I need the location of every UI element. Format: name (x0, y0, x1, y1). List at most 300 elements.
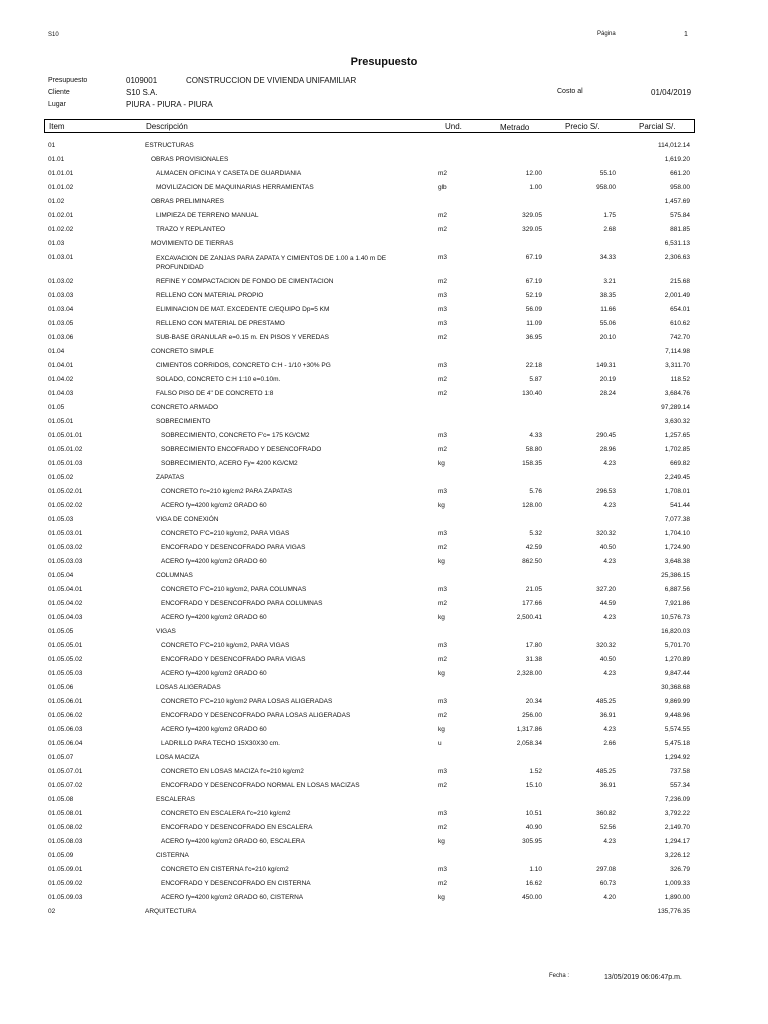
row-precio: 55.06 (599, 320, 616, 327)
row-unit: m3 (438, 254, 448, 261)
row-parcial: 10,576.73 (661, 614, 690, 621)
row-item-code: 01.04.03 (48, 390, 74, 397)
row-parcial: 2,001.49 (664, 292, 690, 299)
row-metrado: 36.95 (525, 334, 542, 341)
row-unit: m3 (438, 292, 448, 299)
table-row (0, 153, 768, 167)
row-precio: 28.96 (599, 446, 616, 453)
row-unit: m2 (438, 390, 448, 397)
row-unit: m2 (438, 782, 448, 789)
row-parcial: 6,887.56 (664, 586, 690, 593)
row-description: CONCRETO EN LOSAS MACIZA f'c=210 kg/cm2 (161, 768, 304, 775)
row-item-code: 01.05.03.01 (48, 530, 83, 537)
row-description: LOSAS ALIGERADAS (156, 684, 221, 691)
row-precio: 320.32 (596, 530, 616, 537)
table-row (0, 569, 768, 583)
row-unit: kg (438, 460, 445, 467)
row-metrado: 5.32 (529, 530, 542, 537)
row-precio: 36.91 (599, 712, 616, 719)
table-row (0, 429, 768, 443)
row-item-code: 01.05.08.02 (48, 824, 83, 831)
row-description: ENCOFRADO Y DESENCOFRADO PARA VIGAS (161, 544, 306, 551)
row-parcial: 1,457.69 (664, 198, 690, 205)
row-unit: u (438, 740, 442, 747)
row-item-code: 01.05.09.02 (48, 880, 83, 887)
table-row (0, 373, 768, 387)
row-item-code: 01.05.06.04 (48, 740, 83, 747)
row-parcial: 575.84 (670, 212, 690, 219)
col-parcial: Parcial S/. (639, 122, 676, 131)
row-precio: 40.50 (599, 656, 616, 663)
row-parcial: 958.00 (670, 184, 690, 191)
row-unit: kg (438, 894, 445, 901)
row-precio: 60.73 (599, 880, 616, 887)
row-precio: 360.82 (596, 810, 616, 817)
row-precio: 958.00 (596, 184, 616, 191)
row-metrado: 1,317.86 (516, 726, 542, 733)
row-unit: m3 (438, 642, 448, 649)
table-row (0, 905, 768, 919)
row-unit: m2 (438, 446, 448, 453)
row-precio: 55.10 (599, 170, 616, 177)
row-unit: m2 (438, 170, 448, 177)
row-parcial: 7,236.09 (664, 796, 690, 803)
row-metrado: 4.33 (529, 432, 542, 439)
row-description: ENCOFRADO Y DESENCOFRADO PARA LOSAS ALIGERADAS (161, 712, 351, 719)
row-parcial: 9,869.99 (664, 698, 690, 705)
row-item-code: 01.01 (48, 156, 65, 163)
row-description: COLUMNAS (156, 572, 193, 579)
row-metrado: 12.00 (525, 170, 542, 177)
row-parcial: 1,890.00 (664, 894, 690, 901)
row-precio: 4.20 (603, 894, 616, 901)
row-description: ACERO fy=4200 kg/cm2 GRADO 60 (161, 502, 267, 509)
row-precio: 1.75 (603, 212, 616, 219)
row-item-code: 01.03 (48, 240, 65, 247)
table-row (0, 275, 768, 289)
row-metrado: 52.19 (525, 292, 542, 299)
row-unit: m3 (438, 768, 448, 775)
table-row (0, 709, 768, 723)
row-description: CISTERNA (156, 852, 189, 859)
row-item-code: 01.05.04.02 (48, 600, 83, 607)
row-precio: 2.66 (603, 740, 616, 747)
row-parcial: 5,701.70 (664, 642, 690, 649)
row-item-code: 01.05.07.01 (48, 768, 83, 775)
lugar-label: Lugar (48, 101, 66, 108)
row-metrado: 10.51 (525, 810, 542, 817)
row-metrado: 1.52 (529, 768, 542, 775)
row-precio: 36.91 (599, 782, 616, 789)
row-unit: m3 (438, 320, 448, 327)
row-unit: kg (438, 838, 445, 845)
row-item-code: 01.03.05 (48, 320, 74, 327)
row-parcial: 2,249.45 (664, 474, 690, 481)
table-row (0, 139, 768, 153)
row-description: CONCRETO EN ESCALERA f'c=210 kg/cm2 (161, 810, 291, 817)
row-description: ARQUITECTURA (145, 908, 197, 915)
row-unit: glb (438, 184, 447, 191)
budget-table-body (0, 139, 768, 919)
row-parcial: 25,386.15 (661, 572, 690, 579)
row-precio: 327.20 (596, 586, 616, 593)
row-description: CONCRETO F'C=210 kg/cm2 PARA LOSAS ALIGERADAS (161, 698, 333, 705)
page-number: 1 (684, 31, 688, 38)
row-parcial: 6,531.13 (664, 240, 690, 247)
row-description: CONCRETO F'C=210 kg/cm2, PARA VIGAS (161, 530, 290, 537)
row-metrado: 40.90 (525, 824, 542, 831)
row-parcial: 5,475.18 (664, 740, 690, 747)
row-description: SOBRECIMIENTO, ACERO Fy= 4200 KG/CM2 (161, 460, 298, 467)
row-description: RELLENO CON MATERIAL DE PRESTAMO (156, 320, 285, 327)
row-item-code: 01.05.09.01 (48, 866, 83, 873)
row-parcial: 215.68 (670, 278, 690, 285)
row-description: VIGA DE CONEXIÓN (156, 516, 219, 523)
row-parcial: 1,294.92 (664, 754, 690, 761)
row-metrado: 256.00 (522, 712, 542, 719)
row-parcial: 326.79 (670, 866, 690, 873)
table-row (0, 513, 768, 527)
cliente-value: S10 S.A. (126, 88, 158, 97)
row-description: SOBRECIMIENTO ENCOFRADO Y DESENCOFRADO (161, 446, 322, 453)
row-parcial: 1,724.90 (664, 544, 690, 551)
row-parcial: 114,012.14 (657, 142, 690, 149)
row-description: MOVIMIENTO DE TIERRAS (151, 240, 234, 247)
row-parcial: 557.34 (670, 782, 690, 789)
table-row (0, 209, 768, 223)
row-unit: m3 (438, 432, 448, 439)
row-description: CONCRETO F'C=210 kg/cm2, PARA COLUMNAS (161, 586, 307, 593)
row-unit: m2 (438, 278, 448, 285)
row-description: SOBRECIMIENTO (156, 418, 211, 425)
row-item-code: 01.05.05.03 (48, 670, 83, 677)
row-item-code: 01.05.01.01 (48, 432, 83, 439)
row-description: VIGAS (156, 628, 176, 635)
row-description: ALMACEN OFICINA Y CASETA DE GUARDIANIA (156, 170, 302, 177)
row-parcial: 1,009.33 (664, 880, 690, 887)
table-row (0, 639, 768, 653)
fecha-label: Fecha : (549, 973, 570, 979)
row-parcial: 3,792.22 (664, 810, 690, 817)
row-item-code: 01.01.01 (48, 170, 74, 177)
costo-label: Costo al (557, 88, 583, 95)
row-precio: 11.66 (600, 306, 616, 313)
row-parcial: 881.85 (670, 226, 690, 233)
row-description: SOBRECIMIENTO, CONCRETO F'c= 175 KG/CM2 (161, 432, 310, 439)
row-parcial: 1,294.17 (664, 838, 690, 845)
row-description: EXCAVACION DE ZANJAS PARA ZAPATA Y CIMIENTOS DE 1.00 a 1.40 m DE PROFUNDIDAD (156, 255, 387, 271)
row-parcial: 742.70 (670, 334, 690, 341)
table-row (0, 457, 768, 471)
row-description: ACERO fy=4200 kg/cm2 GRADO 60 (161, 558, 267, 565)
row-description: CONCRETO f'c=210 kg/cm2 PARA ZAPATAS (161, 488, 293, 495)
row-description: OBRAS PROVISIONALES (151, 156, 229, 163)
row-precio: 28.24 (599, 390, 616, 397)
row-unit: kg (438, 502, 445, 509)
row-metrado: 22.18 (525, 362, 542, 369)
row-item-code: 01.05.03.02 (48, 544, 83, 551)
row-unit: m2 (438, 600, 448, 607)
row-item-code: 01.04.01 (48, 362, 74, 369)
table-row (0, 835, 768, 849)
row-item-code: 01.02.02 (48, 226, 74, 233)
row-description: FALSO PISO DE 4" DE CONCRETO 1:8 (156, 390, 274, 397)
row-item-code: 01.05.05 (48, 628, 74, 635)
row-precio: 4.23 (603, 614, 616, 621)
row-unit: m2 (438, 376, 448, 383)
row-unit: m2 (438, 544, 448, 551)
table-row (0, 779, 768, 793)
row-parcial: 2,149.70 (664, 824, 690, 831)
row-metrado: 16.62 (525, 880, 542, 887)
row-description: LADRILLO PARA TECHO 15X30X30 cm. (161, 740, 280, 747)
row-unit: m3 (438, 866, 448, 873)
table-row (0, 667, 768, 681)
row-description: SUB-BASE GRANULAR e=0.15 m. EN PISOS Y VEREDAS (156, 334, 329, 341)
row-unit: kg (438, 614, 445, 621)
table-row (0, 821, 768, 835)
table-row (0, 597, 768, 611)
row-unit: m3 (438, 362, 448, 369)
row-description: CONCRETO EN CISTERNA f'c=210 kg/cm2 (161, 866, 289, 873)
row-description: ACERO fy=4200 kg/cm2 GRADO 60, CISTERNA (161, 894, 304, 901)
software-label: S10 (48, 32, 59, 38)
row-metrado: 158.35 (522, 460, 542, 467)
row-description: RELLENO CON MATERIAL PROPIO (156, 292, 264, 299)
row-parcial: 1,704.10 (664, 530, 690, 537)
page-label: Página (597, 31, 616, 37)
row-precio: 40.50 (599, 544, 616, 551)
table-row (0, 891, 768, 905)
row-item-code: 01.05.04.03 (48, 614, 83, 621)
row-description: REFINE Y COMPACTACION DE FONDO DE CIMENTACION (156, 278, 334, 285)
row-item-code: 01.05.06.01 (48, 698, 83, 705)
row-description: ESCALERAS (156, 796, 196, 803)
row-parcial: 3,684.76 (664, 390, 690, 397)
row-item-code: 01 (48, 142, 56, 149)
lugar-value: PIURA - PIURA - PIURA (126, 100, 213, 109)
table-row (0, 737, 768, 751)
row-metrado: 450.00 (522, 894, 542, 901)
table-row (0, 499, 768, 513)
table-row (0, 793, 768, 807)
row-parcial: 3,226.12 (664, 852, 690, 859)
row-parcial: 5,574.55 (664, 726, 690, 733)
row-item-code: 01.02 (48, 198, 65, 205)
row-item-code: 01.02.01 (48, 212, 74, 219)
table-row (0, 653, 768, 667)
row-parcial: 2,306.63 (664, 254, 690, 261)
col-und: Und. (445, 122, 462, 131)
document-title: Presupuesto (350, 56, 418, 68)
row-description: OBRAS PRELIMINARES (151, 198, 224, 205)
table-row (0, 251, 768, 275)
row-precio: 485.25 (596, 768, 616, 775)
table-row (0, 415, 768, 429)
row-precio: 3.21 (603, 278, 616, 285)
row-precio: 44.59 (599, 600, 616, 607)
row-item-code: 01.05.08.03 (48, 838, 83, 845)
row-description: ENCOFRADO Y DESENCOFRADO PARA VIGAS (161, 656, 306, 663)
row-item-code: 01.05.07 (48, 754, 74, 761)
row-metrado: 21.05 (525, 586, 542, 593)
row-item-code: 01.05.07.02 (48, 782, 83, 789)
row-unit: m3 (438, 810, 448, 817)
col-item: Item (49, 122, 65, 131)
row-precio: 38.35 (599, 292, 616, 299)
table-row (0, 695, 768, 709)
row-parcial: 97,289.14 (661, 404, 690, 411)
table-row (0, 167, 768, 181)
row-metrado: 2,328.00 (516, 670, 542, 677)
table-row (0, 237, 768, 251)
row-description: CIMIENTOS CORRIDOS, CONCRETO C:H - 1/10 +30% PG (156, 362, 331, 369)
row-parcial: 610.62 (670, 320, 690, 327)
row-metrado: 17.80 (525, 642, 542, 649)
table-row (0, 751, 768, 765)
row-precio: 296.53 (596, 488, 616, 495)
row-item-code: 01.05.03.03 (48, 558, 83, 565)
row-description: ACERO fy=4200 kg/cm2 GRADO 60, ESCALERA (161, 838, 305, 845)
row-metrado: 305.95 (522, 838, 542, 845)
table-row (0, 387, 768, 401)
row-item-code: 01.04.02 (48, 376, 74, 383)
row-metrado: 58.80 (525, 446, 542, 453)
row-unit: m2 (438, 880, 448, 887)
row-description: SOLADO, CONCRETO C:H 1:10 e=0.10m. (156, 376, 281, 383)
row-parcial: 3,311.70 (665, 362, 690, 369)
row-description: MOVILIZACION DE MAQUINARIAS HERRAMIENTAS (156, 184, 314, 191)
table-row (0, 485, 768, 499)
row-parcial: 541.44 (670, 502, 690, 509)
row-metrado: 5.76 (529, 488, 542, 495)
col-precio: Precio S/. (565, 122, 600, 131)
row-item-code: 01.05.01 (48, 418, 74, 425)
col-descripcion: Descripción (146, 122, 188, 131)
table-row (0, 317, 768, 331)
row-parcial: 1,708.01 (664, 488, 690, 495)
table-row (0, 541, 768, 555)
row-item-code: 01.05.06.02 (48, 712, 83, 719)
row-item-code: 01.03.02 (48, 278, 74, 285)
row-item-code: 01.05.08.01 (48, 810, 83, 817)
row-item-code: 01.05.04.01 (48, 586, 83, 593)
row-precio: 297.08 (596, 866, 616, 873)
row-metrado: 2,058.34 (516, 740, 542, 747)
row-item-code: 01.05.02.02 (48, 502, 83, 509)
row-description: CONCRETO F'C=210 kg/cm2, PARA VIGAS (161, 642, 290, 649)
row-item-code: 01.01.02 (48, 184, 74, 191)
row-description: CONCRETO ARMADO (151, 404, 219, 411)
row-unit: m2 (438, 656, 448, 663)
row-precio: 149.31 (596, 362, 616, 369)
row-item-code: 01.05.02 (48, 474, 74, 481)
row-item-code: 01.05.06 (48, 684, 74, 691)
row-item-code: 01.05.08 (48, 796, 74, 803)
row-precio: 20.19 (599, 376, 616, 383)
table-row (0, 625, 768, 639)
row-precio: 4.23 (603, 838, 616, 845)
row-unit: m2 (438, 212, 448, 219)
row-item-code: 01.05 (48, 404, 65, 411)
table-row (0, 863, 768, 877)
table-row (0, 723, 768, 737)
table-row (0, 181, 768, 195)
row-precio: 4.23 (603, 502, 616, 509)
cliente-label: Cliente (48, 89, 70, 96)
row-metrado: 67.19 (525, 254, 542, 261)
row-parcial: 1,702.85 (664, 446, 690, 453)
fecha-value: 13/05/2019 06:06:47p.m. (604, 974, 682, 981)
row-description: ZAPATAS (156, 474, 185, 481)
row-item-code: 01.05.09 (48, 852, 74, 859)
row-unit: m2 (438, 712, 448, 719)
table-row (0, 289, 768, 303)
row-metrado: 128.00 (522, 502, 542, 509)
row-parcial: 1,270.89 (664, 656, 690, 663)
row-precio: 2.68 (603, 226, 616, 233)
row-precio: 4.23 (603, 726, 616, 733)
row-parcial: 7,114.98 (665, 348, 690, 355)
row-description: ELIMINACION DE MAT. EXCEDENTE C/EQUIPO Dp=5 KM (156, 306, 330, 313)
row-item-code: 01.03.03 (48, 292, 74, 299)
row-precio: 20.10 (599, 334, 616, 341)
row-precio: 290.45 (596, 432, 616, 439)
row-description: LOSA MACIZA (156, 754, 200, 761)
row-unit: m3 (438, 586, 448, 593)
row-parcial: 7,921.86 (664, 600, 690, 607)
table-row (0, 345, 768, 359)
row-description: ENCOFRADO Y DESENCOFRADO EN ESCALERA (161, 824, 313, 831)
table-row (0, 877, 768, 891)
table-row (0, 471, 768, 485)
row-unit: m3 (438, 488, 448, 495)
row-precio: 4.23 (603, 558, 616, 565)
row-parcial: 669.82 (670, 460, 690, 467)
row-item-code: 01.04 (48, 348, 65, 355)
row-description: ENCOFRADO Y DESENCOFRADO PARA COLUMNAS (161, 600, 323, 607)
row-metrado: 5.87 (529, 376, 542, 383)
costo-date: 01/04/2019 (651, 88, 692, 97)
row-parcial: 9,847.44 (664, 670, 690, 677)
row-unit: kg (438, 726, 445, 733)
row-precio: 4.23 (603, 670, 616, 677)
row-description: ACERO fy=4200 kg/cm2 GRADO 60 (161, 614, 267, 621)
row-unit: m2 (438, 226, 448, 233)
table-row (0, 527, 768, 541)
row-parcial: 661.20 (670, 170, 690, 177)
table-row (0, 849, 768, 863)
row-parcial: 118.52 (670, 376, 690, 383)
table-row (0, 583, 768, 597)
row-metrado: 862.50 (522, 558, 542, 565)
row-unit: kg (438, 558, 445, 565)
row-description: ACERO fy=4200 kg/cm2 GRADO 60 (161, 670, 267, 677)
row-item-code: 01.03.06 (48, 334, 74, 341)
row-parcial: 9,448.96 (664, 712, 690, 719)
row-description: ENCOFRADO Y DESENCOFRADO NORMAL EN LOSAS MACIZAS (161, 782, 360, 789)
row-unit: kg (438, 670, 445, 677)
row-unit: m3 (438, 530, 448, 537)
row-metrado: 42.59 (525, 544, 542, 551)
row-metrado: 130.40 (522, 390, 542, 397)
row-item-code: 01.03.01 (48, 254, 74, 261)
table-row (0, 223, 768, 237)
row-parcial: 654.01 (670, 306, 690, 313)
row-precio: 4.23 (603, 460, 616, 467)
row-item-code: 01.05.01.03 (48, 460, 83, 467)
presupuesto-label: Presupuesto (48, 77, 88, 84)
